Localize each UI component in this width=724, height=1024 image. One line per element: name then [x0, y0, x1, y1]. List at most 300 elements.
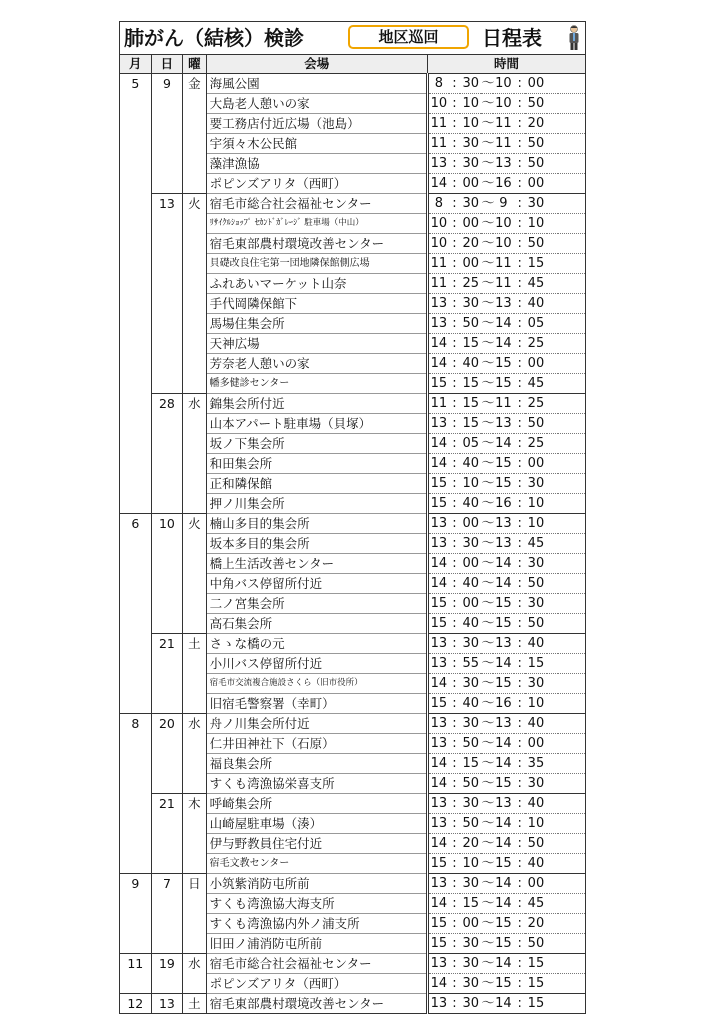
spacer-cell [547, 314, 558, 334]
colon-cell: : [514, 74, 525, 94]
spacer-cell [547, 934, 558, 954]
tilde-cell: 〜 [481, 414, 492, 434]
colon-cell: : [449, 474, 460, 494]
tilde-cell: 〜 [481, 954, 492, 974]
colon-cell: : [449, 414, 460, 434]
end-minute-cell: 45 [525, 534, 546, 554]
colon-cell: : [514, 134, 525, 154]
tilde-cell: 〜 [481, 534, 492, 554]
colon-cell: : [514, 814, 525, 834]
colon-cell: : [449, 294, 460, 314]
row-end-cell [558, 154, 586, 174]
spacer-cell [547, 674, 558, 694]
weekday-cell [183, 654, 206, 674]
start-minute-cell: 20 [460, 834, 481, 854]
month-cell [120, 214, 152, 234]
weekday-cell [183, 694, 206, 714]
row-end-cell [558, 634, 586, 654]
start-hour-cell: 13 [427, 634, 448, 654]
colon-cell: : [514, 274, 525, 294]
spacer-cell [547, 914, 558, 934]
venue-cell: ポピンズアリタ（西町） [206, 174, 427, 194]
weekday-cell: 木 [183, 794, 206, 814]
tilde-cell: 〜 [481, 434, 492, 454]
month-cell [120, 354, 152, 374]
spacer-cell [547, 714, 558, 734]
colon-cell: : [514, 974, 525, 994]
venue-cell: 中角バス停留所付近 [206, 574, 427, 594]
table-row [120, 814, 586, 834]
day-cell [151, 614, 183, 634]
colon-cell: : [514, 434, 525, 454]
colon-cell: : [514, 914, 525, 934]
venue-cell: 楠山多目的集会所 [206, 514, 427, 534]
end-minute-cell: 10 [525, 494, 546, 514]
end-hour-cell: 13 [493, 794, 514, 814]
end-minute-cell: 25 [525, 334, 546, 354]
tilde-cell: 〜 [481, 614, 492, 634]
table-row [120, 194, 586, 214]
venue-cell: 小川バス停留所付近 [206, 654, 427, 674]
end-hour-cell: 13 [493, 514, 514, 534]
month-cell: 8 [120, 714, 152, 734]
start-hour-cell: 14 [427, 354, 448, 374]
end-hour-cell: 13 [493, 414, 514, 434]
venue-cell: 藻津漁協 [206, 154, 427, 174]
row-end-cell [558, 614, 586, 634]
start-hour-cell: 11 [427, 254, 448, 274]
colon-cell: : [449, 994, 460, 1014]
tilde-cell: 〜 [481, 394, 492, 414]
tilde-cell: 〜 [481, 94, 492, 114]
weekday-cell [183, 314, 206, 334]
weekday-cell [183, 894, 206, 914]
table-row [120, 274, 586, 294]
end-hour-cell: 14 [493, 814, 514, 834]
start-minute-cell: 50 [460, 774, 481, 794]
month-cell [120, 754, 152, 774]
start-hour-cell: 14 [427, 554, 448, 574]
colon-cell: : [514, 94, 525, 114]
start-minute-cell: 15 [460, 394, 481, 414]
start-hour-cell: 14 [427, 974, 448, 994]
day-cell [151, 214, 183, 234]
row-end-cell [558, 874, 586, 894]
day-cell [151, 894, 183, 914]
month-cell [120, 414, 152, 434]
end-hour-cell: 13 [493, 294, 514, 314]
tilde-cell: 〜 [481, 154, 492, 174]
day-cell [151, 334, 183, 354]
day-cell [151, 814, 183, 834]
colon-cell: : [449, 114, 460, 134]
end-minute-cell: 30 [525, 194, 546, 214]
day-cell [151, 254, 183, 274]
tilde-cell: 〜 [481, 174, 492, 194]
colon-cell: : [514, 314, 525, 334]
start-minute-cell: 20 [460, 234, 481, 254]
tilde-cell: 〜 [481, 474, 492, 494]
day-cell [151, 114, 183, 134]
day-cell [151, 154, 183, 174]
table-row [120, 354, 586, 374]
person-icon [567, 25, 581, 51]
weekday-cell [183, 154, 206, 174]
end-hour-cell: 10 [493, 74, 514, 94]
tilde-cell: 〜 [481, 354, 492, 374]
colon-cell: : [514, 674, 525, 694]
venue-cell: 舟ノ川集会所付近 [206, 714, 427, 734]
spacer-cell [547, 354, 558, 374]
table-row [120, 154, 586, 174]
start-hour-cell: 15 [427, 934, 448, 954]
colon-cell: : [514, 734, 525, 754]
end-minute-cell: 30 [525, 554, 546, 574]
start-hour-cell: 14 [427, 454, 448, 474]
spacer-cell [547, 454, 558, 474]
month-cell [120, 894, 152, 914]
end-hour-cell: 15 [493, 974, 514, 994]
start-minute-cell: 40 [460, 494, 481, 514]
month-cell: 12 [120, 994, 152, 1014]
start-minute-cell: 30 [460, 154, 481, 174]
colon-cell: : [514, 614, 525, 634]
day-cell [151, 934, 183, 954]
colon-cell: : [449, 894, 460, 914]
start-hour-cell: 15 [427, 614, 448, 634]
row-end-cell [558, 194, 586, 214]
colon-cell: : [514, 534, 525, 554]
tilde-cell: 〜 [481, 214, 492, 234]
colon-cell: : [449, 834, 460, 854]
end-hour-cell: 15 [493, 774, 514, 794]
end-hour-cell: 14 [493, 874, 514, 894]
end-minute-cell: 10 [525, 214, 546, 234]
weekday-cell [183, 734, 206, 754]
table-row [120, 734, 586, 754]
tilde-cell: 〜 [481, 274, 492, 294]
table-row [120, 74, 586, 94]
start-minute-cell: 10 [460, 94, 481, 114]
weekday-cell: 土 [183, 994, 206, 1014]
row-end-cell [558, 134, 586, 154]
start-minute-cell: 00 [460, 214, 481, 234]
colon-cell: : [514, 594, 525, 614]
start-hour-cell: 13 [427, 514, 448, 534]
row-end-cell [558, 434, 586, 454]
colon-cell: : [449, 374, 460, 394]
table-row [120, 494, 586, 514]
venue-cell: 高石集会所 [206, 614, 427, 634]
end-hour-cell: 14 [493, 734, 514, 754]
month-cell [120, 594, 152, 614]
tilde-cell: 〜 [481, 694, 492, 714]
colon-cell: : [449, 334, 460, 354]
day-cell [151, 694, 183, 714]
weekday-cell [183, 414, 206, 434]
spacer-cell [547, 214, 558, 234]
colon-cell: : [514, 774, 525, 794]
colon-cell: : [449, 314, 460, 334]
weekday-cell: 火 [183, 194, 206, 214]
weekday-cell [183, 574, 206, 594]
start-minute-cell: 50 [460, 314, 481, 334]
colon-cell: : [449, 854, 460, 874]
venue-cell: 大島老人憩いの家 [206, 94, 427, 114]
weekday-cell [183, 234, 206, 254]
tilde-cell: 〜 [481, 194, 492, 214]
weekday-cell [183, 174, 206, 194]
weekday-cell [183, 94, 206, 114]
colon-cell: : [449, 934, 460, 954]
start-hour-cell: 15 [427, 494, 448, 514]
month-cell: 9 [120, 874, 152, 894]
tilde-cell: 〜 [481, 774, 492, 794]
row-end-cell [558, 594, 586, 614]
spacer-cell [547, 634, 558, 654]
spacer-cell [547, 134, 558, 154]
day-cell [151, 554, 183, 574]
table-row [120, 554, 586, 574]
weekday-cell: 水 [183, 714, 206, 734]
day-cell [151, 414, 183, 434]
colon-cell: : [449, 554, 460, 574]
table-row [120, 874, 586, 894]
tilde-cell: 〜 [481, 134, 492, 154]
spacer-cell [547, 574, 558, 594]
row-end-cell [558, 554, 586, 574]
row-end-cell [558, 694, 586, 714]
month-cell [120, 854, 152, 874]
table-row [120, 374, 586, 394]
end-minute-cell: 50 [525, 94, 546, 114]
venue-cell: 伊与野教員住宅付近 [206, 834, 427, 854]
day-cell [151, 534, 183, 554]
end-hour-cell: 15 [493, 674, 514, 694]
colon-cell: : [449, 714, 460, 734]
end-minute-cell: 15 [525, 954, 546, 974]
colon-cell: : [449, 674, 460, 694]
end-minute-cell: 40 [525, 794, 546, 814]
end-hour-cell: 15 [493, 854, 514, 874]
venue-cell: 福良集会所 [206, 754, 427, 774]
end-hour-cell: 15 [493, 934, 514, 954]
colon-cell: : [449, 534, 460, 554]
table-row [120, 774, 586, 794]
start-hour-cell: 13 [427, 414, 448, 434]
end-minute-cell: 00 [525, 354, 546, 374]
venue-cell: 正和隣保館 [206, 474, 427, 494]
colon-cell: : [449, 154, 460, 174]
end-hour-cell: 15 [493, 474, 514, 494]
weekday-cell [183, 114, 206, 134]
colon-cell: : [514, 334, 525, 354]
day-cell [151, 474, 183, 494]
day-cell [151, 974, 183, 994]
header-month: 月 [120, 55, 152, 74]
month-cell [120, 254, 152, 274]
month-cell [120, 314, 152, 334]
start-minute-cell: 15 [460, 374, 481, 394]
colon-cell: : [449, 354, 460, 374]
table-row [120, 414, 586, 434]
spacer-cell [547, 954, 558, 974]
month-cell [120, 574, 152, 594]
start-minute-cell: 00 [460, 174, 481, 194]
colon-cell: : [514, 894, 525, 914]
page-title-suffix: 日程表 [482, 26, 542, 50]
start-hour-cell: 14 [427, 774, 448, 794]
venue-cell: 押ノ川集会所 [206, 494, 427, 514]
day-cell [151, 174, 183, 194]
table-row [120, 594, 586, 614]
weekday-cell [183, 334, 206, 354]
row-end-cell [558, 794, 586, 814]
end-minute-cell: 20 [525, 914, 546, 934]
end-hour-cell: 14 [493, 314, 514, 334]
tilde-cell: 〜 [481, 974, 492, 994]
venue-cell: すくも湾漁協大海支所 [206, 894, 427, 914]
start-hour-cell: 13 [427, 314, 448, 334]
table-row [120, 714, 586, 734]
row-end-cell [558, 854, 586, 874]
row-end-cell [558, 234, 586, 254]
venue-cell: 芳奈老人憩いの家 [206, 354, 427, 374]
colon-cell: : [514, 234, 525, 254]
row-end-cell [558, 994, 586, 1014]
schedule-table [119, 54, 586, 1014]
month-cell [120, 634, 152, 654]
end-hour-cell: 14 [493, 894, 514, 914]
row-end-cell [558, 274, 586, 294]
spacer-cell [547, 294, 558, 314]
table-row [120, 614, 586, 634]
start-hour-cell: 10 [427, 234, 448, 254]
day-cell [151, 854, 183, 874]
row-end-cell [558, 534, 586, 554]
tilde-cell: 〜 [481, 74, 492, 94]
weekday-cell [183, 274, 206, 294]
colon-cell: : [514, 114, 525, 134]
tilde-cell: 〜 [481, 454, 492, 474]
day-cell: 20 [151, 714, 183, 734]
start-minute-cell: 00 [460, 514, 481, 534]
venue-cell: ポピンズアリタ（西町） [206, 974, 427, 994]
colon-cell: : [514, 394, 525, 414]
colon-cell: : [449, 74, 460, 94]
start-minute-cell: 15 [460, 334, 481, 354]
tilde-cell: 〜 [481, 234, 492, 254]
day-cell [151, 354, 183, 374]
colon-cell: : [449, 634, 460, 654]
table-row [120, 334, 586, 354]
venue-cell: 坂本多目的集会所 [206, 534, 427, 554]
spacer-cell [547, 434, 558, 454]
start-minute-cell: 30 [460, 874, 481, 894]
tilde-cell: 〜 [481, 654, 492, 674]
colon-cell: : [449, 514, 460, 534]
table-row [120, 834, 586, 854]
spacer-cell [547, 834, 558, 854]
tilde-cell: 〜 [481, 294, 492, 314]
row-end-cell [558, 934, 586, 954]
start-hour-cell: 11 [427, 274, 448, 294]
colon-cell: : [449, 394, 460, 414]
spacer-cell [547, 494, 558, 514]
tilde-cell: 〜 [481, 934, 492, 954]
start-hour-cell: 13 [427, 734, 448, 754]
day-cell [151, 914, 183, 934]
end-hour-cell: 13 [493, 154, 514, 174]
month-cell [120, 834, 152, 854]
weekday-cell: 金 [183, 74, 206, 94]
colon-cell: : [514, 834, 525, 854]
table-row [120, 434, 586, 454]
end-hour-cell: 14 [493, 574, 514, 594]
weekday-cell [183, 254, 206, 274]
end-minute-cell: 40 [525, 634, 546, 654]
spacer-cell [547, 274, 558, 294]
month-cell [120, 814, 152, 834]
end-minute-cell: 30 [525, 674, 546, 694]
row-end-cell [558, 494, 586, 514]
start-minute-cell: 15 [460, 754, 481, 774]
start-minute-cell: 40 [460, 454, 481, 474]
spacer-cell [547, 974, 558, 994]
row-end-cell [558, 754, 586, 774]
start-hour-cell: 14 [427, 834, 448, 854]
spacer-cell [547, 94, 558, 114]
colon-cell: : [514, 154, 525, 174]
colon-cell: : [449, 194, 460, 214]
venue-cell: ふれあいマーケット山奈 [206, 274, 427, 294]
end-hour-cell: 13 [493, 534, 514, 554]
spacer-cell [547, 174, 558, 194]
weekday-cell [183, 594, 206, 614]
day-cell [151, 674, 183, 694]
end-hour-cell: 10 [493, 214, 514, 234]
month-cell [120, 194, 152, 214]
end-hour-cell: 11 [493, 274, 514, 294]
month-cell [120, 654, 152, 674]
row-end-cell [558, 454, 586, 474]
venue-cell: 呼崎集会所 [206, 794, 427, 814]
table-row [120, 794, 586, 814]
start-hour-cell: 11 [427, 114, 448, 134]
month-cell [120, 154, 152, 174]
table-row [120, 974, 586, 994]
table-row [120, 134, 586, 154]
start-hour-cell: 14 [427, 334, 448, 354]
row-end-cell [558, 734, 586, 754]
table-row [120, 474, 586, 494]
end-hour-cell: 16 [493, 174, 514, 194]
colon-cell: : [514, 294, 525, 314]
start-minute-cell: 00 [460, 554, 481, 574]
start-hour-cell: 13 [427, 154, 448, 174]
table-row [120, 454, 586, 474]
spacer-cell [547, 154, 558, 174]
tilde-cell: 〜 [481, 834, 492, 854]
spacer-cell [547, 794, 558, 814]
month-cell: 11 [120, 954, 152, 974]
colon-cell: : [514, 214, 525, 234]
start-minute-cell: 30 [460, 194, 481, 214]
start-minute-cell: 50 [460, 734, 481, 754]
end-minute-cell: 50 [525, 934, 546, 954]
end-minute-cell: 35 [525, 754, 546, 774]
end-minute-cell: 00 [525, 174, 546, 194]
